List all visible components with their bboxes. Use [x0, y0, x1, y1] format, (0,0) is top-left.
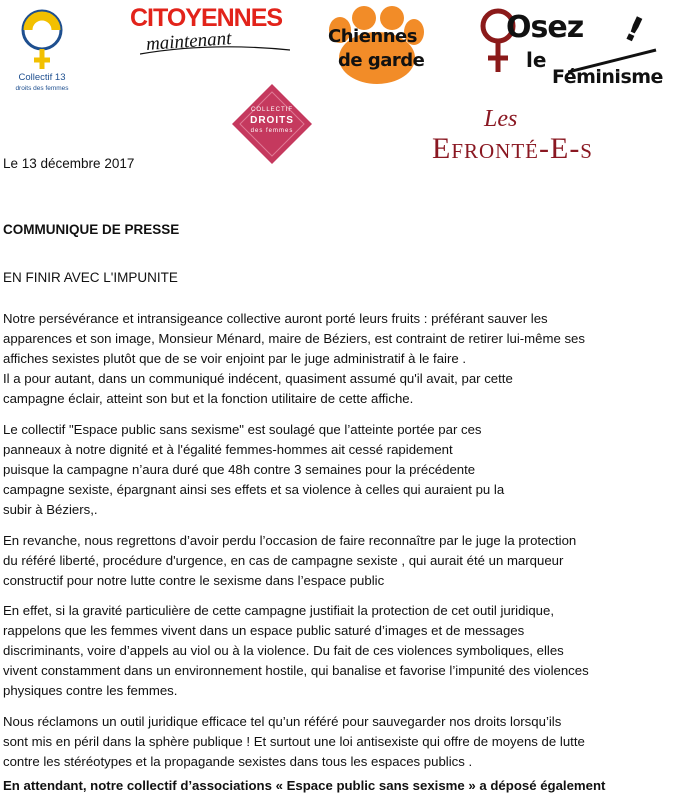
osez-text: Osez — [506, 10, 584, 45]
cdf-femmes-text: des femmes — [250, 128, 294, 134]
paragraph-line: contre les stéréotypes et la propagande sexistes dans tous les espaces publics . — [3, 754, 473, 769]
paragraph-line: Notre persévérance et intransigeance collective auront porté leurs fruits : préférant sauver les — [3, 311, 548, 326]
paragraph-line: apparences et son image, Monsieur Ménard, maire de Béziers, est contraint de retirer lui-même ses — [3, 331, 585, 346]
paragraph-line: panneaux à notre dignité et à l'égalité femmes-hommes ait cessé rapidement — [3, 442, 453, 457]
paragraph — [3, 531, 693, 591]
exclamation-mark: ! — [618, 8, 650, 52]
logo-osez-le-feminisme — [478, 6, 696, 96]
paragraph-line: Nous réclamons un outil juridique efficace tel qu’un référé pour sauvegarder nos droits lorsqu’ils — [3, 714, 562, 729]
paragraph-line: rappelons que les femmes vivent dans un espace public saturé d’images et de messages — [3, 623, 525, 638]
paragraph-line: En attendant, notre collectif d’associations « Espace public sans sexisme » a déposé également — [3, 778, 606, 793]
collectif13-subtitle: droits des femmes — [15, 85, 69, 92]
document-heading: COMMUNIQUE DE PRESSE — [3, 222, 180, 237]
chiennes-text: Chiennes — [328, 26, 417, 47]
paragraph-line: campagne éclair, atteint son but et la fonction utilitaire de cette affiche. — [3, 391, 414, 406]
strike-line-icon — [568, 46, 658, 76]
paragraph-line: En effet, si la gravité particulière de cette campagne justifiait la protection de cet outil juridique, — [3, 603, 555, 618]
swoosh-icon — [140, 44, 290, 58]
paragraph — [3, 420, 693, 520]
paragraph-line: Il a pour autant, dans un communiqué indécent, quasiment assumé qu'il avait, par cette — [3, 371, 513, 386]
collectif13-name: Collectif 13 — [18, 72, 66, 83]
de-garde-text: de garde — [338, 50, 425, 71]
logo-citoyennes-maintenant — [130, 4, 295, 56]
logo-les-effrontees — [430, 106, 630, 176]
paragraph-line: campagne sexiste, épargnant ainsi ses effets et sa violence à celles qui auraient pu la — [3, 482, 505, 497]
paragraph — [3, 776, 693, 796]
paragraph-line: du référé liberté, procédure d'urgence, en cas de campagne sexiste , qui aurait été un marqueur — [3, 553, 564, 568]
logo-collectif-droits-des-femmes — [232, 84, 312, 164]
logo-collectif-13 — [4, 5, 80, 95]
paragraph-line: constructif pour notre lutte contre le sexisme dans l’espace public — [3, 573, 385, 588]
cdf-collectif-text: COLLECTIF — [250, 107, 293, 113]
paragraph-line: vivent constamment dans un environnement hostile, qui banalise et favorise l’impunité des violences — [3, 663, 589, 678]
document-subheading: EN FINIR AVEC L'IMPUNITE — [3, 270, 178, 285]
feminisme-text: Féminisme — [552, 66, 663, 88]
effrontees-text: Efronté-E-s — [432, 132, 593, 165]
paragraph — [3, 712, 693, 772]
paragraph — [3, 309, 693, 409]
paragraph-line: Le collectif "Espace public sans sexisme" est soulagé que l’atteinte portée par ces — [3, 422, 482, 437]
les-text: Les — [484, 106, 518, 132]
paragraph — [3, 601, 693, 701]
le-text: le — [526, 48, 547, 72]
paragraph-line: affiches sexistes plutôt que de se voir enjoint par le juge administratif à le faire . — [3, 351, 467, 366]
logo-chiennes-de-garde — [322, 6, 426, 86]
paragraph-line: discriminants, voire d’appels au viol ou à la violence. Du fait de ces violences symboliques, elles — [3, 643, 564, 658]
cdf-droits-text: DROITS — [250, 115, 294, 126]
paragraph-line: sont mis en péril dans la sphère publique ! Et surtout une loi antisexiste qui offre de moyens de lutte — [3, 734, 585, 749]
paragraph-line: En revanche, nous regrettons d’avoir perdu l’occasion de faire reconnaître par le juge la protection — [3, 533, 577, 548]
maintenant-wordmark: maintenant — [145, 28, 233, 55]
paragraph-line: subir à Béziers,. — [3, 502, 98, 517]
citoyennes-wordmark: CITOYENNES — [130, 4, 283, 32]
paragraph-line: puisque la campagne n’aura duré que 48h contre 3 semaines pour la précédente — [3, 462, 476, 477]
document-date: Le 13 décembre 2017 — [3, 156, 135, 171]
venus-symbol-icon — [4, 5, 80, 71]
paragraph-line: physiques contre les femmes. — [3, 683, 178, 698]
